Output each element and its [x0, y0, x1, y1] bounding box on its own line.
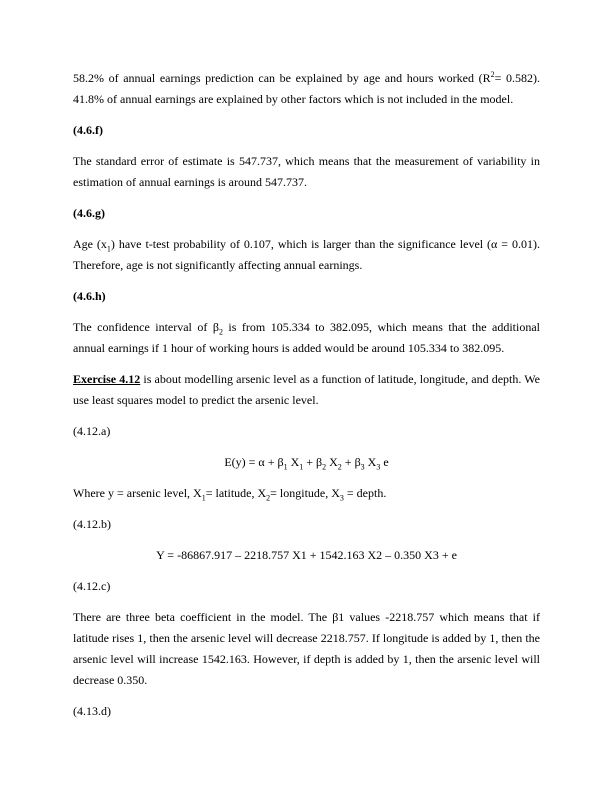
label-4-13-d: (4.13.d)	[73, 704, 111, 718]
age-significance-paragraph: Age $(x_1)$ have t-test probability of 0.107, which is larger than the significance level (α = 0.01). Therefore, age is not significantly affecting annual earnings.	[73, 237, 540, 272]
exercise-label: Exercise 4.12	[73, 372, 141, 386]
fitted-equation: Y = -86867.917 – 2218.757 X1 + 1542.163 X2 – 0.350 X3 + e	[156, 548, 457, 562]
exercise-intro-paragraph: Exercise 4.12 is about modelling arsenic level as a function of latitude, longitude, and depth. We use least squares model to predict the arsenic level.	[73, 372, 540, 407]
standard-error-paragraph: The standard error of estimate is 547.737, which means that the measurement of variability in estimation of annual earnings is around 547.737.	[73, 154, 540, 189]
variable-definitions: Where y = arsenic level, $X_1=$ latitude, $X_2=$ longitude, $X_3$ = depth.	[73, 486, 387, 503]
heading-4-6-h: (4.6.h)	[73, 289, 106, 303]
label-4-12-b: (4.12.b)	[73, 517, 111, 531]
confidence-interval-paragraph: The confidence interval of $\beta_2$ is from 105.334 to 382.095, which means that the additional annual earnings if 1 hour of working hours is added would be around 105.334 to 382.095.	[73, 320, 540, 355]
label-4-12-c: (4.12.c)	[73, 579, 111, 593]
heading-4-6-g: (4.6.g)	[73, 206, 105, 220]
coefficient-interpretation-paragraph: There are three beta coefficient in the model. The β1 values -2218.757 which means that if latitude rises 1, then the arsenic level will decrease 2218.757. If longitude is added by 1, then the arsenic level will increase 1542.163. However, if depth is added by 1, then the arsenic level will decrease 0.350.	[73, 610, 540, 687]
r-squared-paragraph: 58.2% of annual earnings prediction can be explained by age and hours worked $(R^2= 0.582)$. 41.8% of annual earnings are explained by other factors which is not included in the model.	[73, 70, 540, 106]
heading-4-6-f: (4.6.f)	[73, 123, 103, 137]
document-page	[73, 68, 540, 732]
model-equation: $E(y) = \alpha + \beta_1$ $X_1 + \beta_2$ $X_2 + \beta_3$ $X_3$ e	[224, 455, 389, 472]
label-4-12-a: (4.12.a)	[73, 424, 111, 438]
